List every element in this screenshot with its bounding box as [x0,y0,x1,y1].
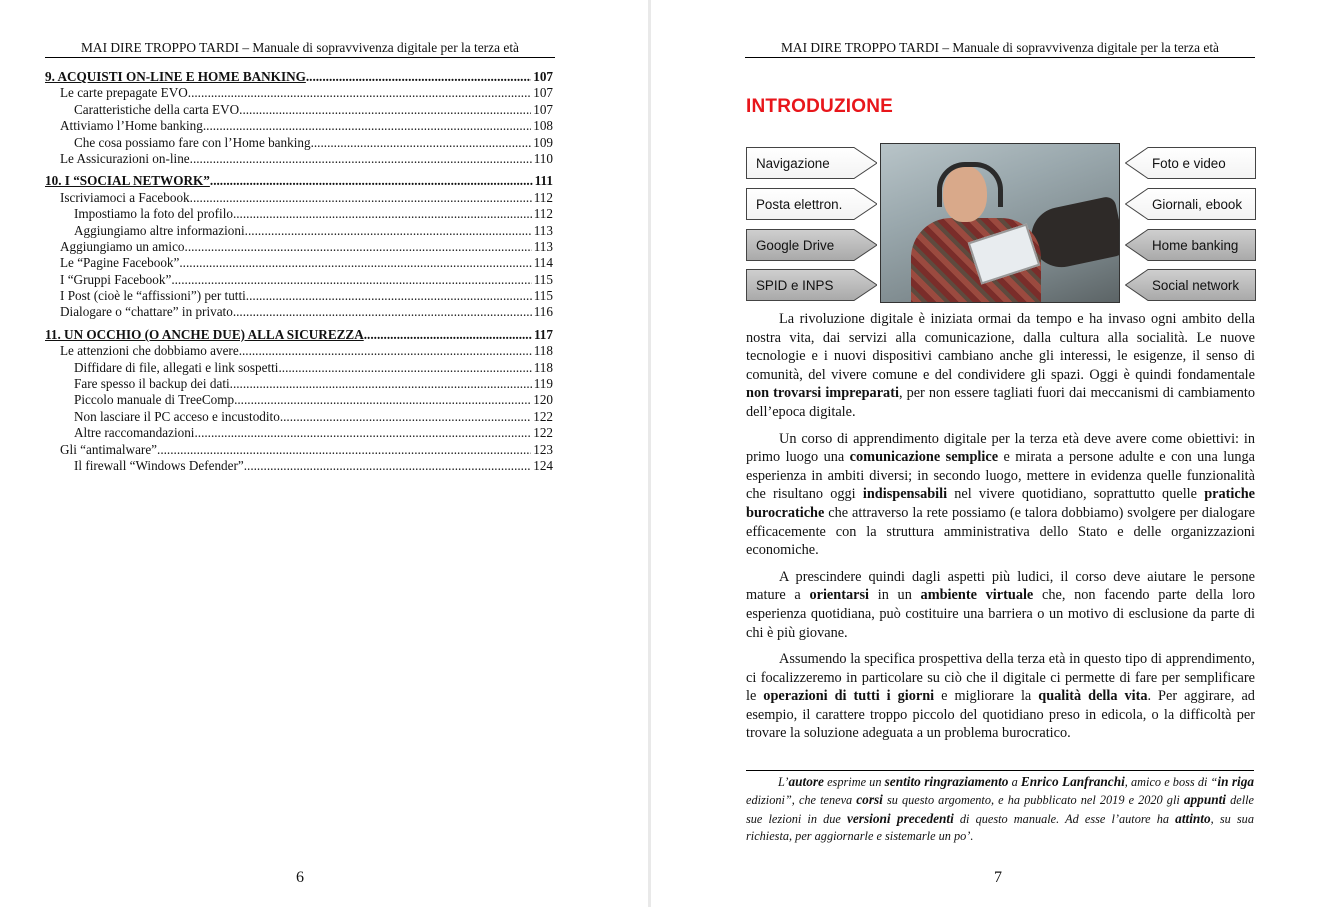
text-run: a [1008,775,1021,789]
emphasis-text: in riga [1217,774,1255,789]
toc-leader-dots [280,409,531,425]
toc-entry-page: 118 [533,359,553,375]
toc-entry[interactable] [45,304,553,320]
toc-leader-dots [239,343,532,359]
emphasis-text: pratiche burocratiche [746,486,1256,521]
emphasis-text: corsi [856,792,883,808]
toc-leader-dots [194,425,531,441]
toc-leader-dots [230,376,532,392]
toc-leader-dots [185,239,532,255]
toc-leader-dots [278,360,531,376]
toc-entry-title: Attiviamo l’Home banking [60,118,203,134]
emphasis-text: appunti [1183,792,1226,808]
toc-leader-dots [157,442,531,458]
toc-chapter-entry[interactable] [45,173,553,189]
toc-entry-page: 109 [533,134,553,150]
toc-entry-title: Le carte prepagate EVO [60,85,188,101]
toc-entry[interactable] [45,272,553,288]
toc-entry[interactable] [45,458,553,474]
body-paragraph [746,650,1255,743]
toc-entry-title: I “Gruppi Facebook” [60,271,172,287]
emphasis-text: orientarsi [809,587,870,604]
toc-entry-page: 107 [533,69,553,84]
emphasis-text: attinto [1175,810,1211,826]
emphasis-text: sentito ringraziamento [884,774,1009,789]
toc-entry[interactable] [45,135,553,151]
digital-services-diagram [746,143,1256,303]
toc-leader-dots [245,223,532,239]
toc-entry-page: 115 [533,271,553,287]
text-run: di questo manuale. Ad esse l’autore ha [953,811,1176,826]
service-label: SPID e INPS [756,277,834,293]
text-run: A prescindere quindi dagli aspetti più ludici, il corso deve aiutare le persone mature a [746,568,1255,604]
page-number: 7 [994,869,1002,886]
text-run: e migliorare la [934,688,1039,705]
body-paragraph [746,568,1255,642]
service-label: Giornali, ebook [1152,196,1243,212]
toc-leader-dots [171,272,531,288]
text-run: nel vivere quotidiano, soprattutto quelle [947,486,1205,503]
toc-leader-dots [190,151,532,167]
emphasis-text: versioni precedenti [846,810,954,826]
right-service-arrow [1125,269,1256,301]
toc-entry-title: Non lasciare il PC acceso e incustodito [74,408,280,424]
toc-entry[interactable] [45,85,553,101]
emphasis-text: Enrico Lanfranchi [1020,774,1125,789]
toc-entry-title: Le “Pagine Facebook” [60,255,180,271]
toc-entry-page: 112 [533,189,553,205]
service-label: Foto e video [1152,155,1226,171]
table-of-contents [45,69,553,474]
toc-entry-title: Altre raccomandazioni [74,425,195,441]
toc-entry[interactable] [45,206,553,222]
body-paragraph [746,430,1255,560]
text-run: in un [869,587,921,604]
text-run: L’ [778,775,789,789]
right-service-arrow [1125,147,1256,179]
left-page [0,0,648,907]
text-run: che attraverso la rete possiamo (e talora dobbiamo) svolgere per dialogare efficacemente con la struttura amministrativa dello Stato e delle organizzazioni economiche. [746,504,1255,559]
toc-entry-page: 118 [533,343,553,359]
toc-entry[interactable] [45,392,553,408]
right-page [651,0,1333,907]
text-run: Un corso di apprendimento digitale per la terza età deve avere come obiettivi: in primo luogo una [746,430,1255,466]
toc-entry-title: Iscriviamoci a Facebook [60,189,190,205]
toc-entry-page: 120 [533,392,553,408]
toc-entry-page: 122 [533,408,553,424]
running-header: MAI DIRE TROPPO TARDI – Manuale di sopravvivenza digitale per la terza età [45,40,555,58]
toc-entry-page: 111 [534,173,553,189]
right-service-arrow [1125,188,1256,220]
toc-leader-dots [244,458,531,474]
service-label: Google Drive [756,237,835,253]
right-service-arrow [1125,229,1256,261]
toc-entry-title: Caratteristiche della carta EVO [74,101,240,117]
toc-entry-page: 116 [533,304,553,320]
toc-entry-title: 9. ACQUISTI ON-LINE E HOME BANKING [45,69,306,84]
toc-leader-dots [210,173,533,189]
text-run: , su sua richiesta, per aggiornarle e sistemarle un po’. [746,811,1254,844]
toc-leader-dots [190,190,532,206]
toc-entry-page: 123 [533,441,553,457]
service-label: Navigazione [756,155,830,171]
service-label: Posta elettron. [756,196,843,212]
toc-entry[interactable] [45,102,553,118]
text-run: su questo argomento, e ha pubblicato nel 2019 e 2020 gli [882,793,1184,808]
toc-entry-title: I Post (cioè le “affissioni”) per tutti [60,288,246,304]
toc-entry[interactable] [45,425,553,441]
toc-entry-page: 115 [533,288,553,304]
text-run: , amico e boss di “ [1124,775,1218,789]
left-service-arrow [746,188,877,220]
toc-leader-dots [364,327,532,343]
toc-entry[interactable] [45,190,553,206]
toc-entry[interactable] [45,376,553,392]
text-run: esprime un [823,775,885,789]
toc-entry-title: Gli “antimalware” [60,441,158,457]
toc-entry-page: 124 [533,457,553,473]
emphasis-text: autore [788,774,824,789]
running-header: MAI DIRE TROPPO TARDI – Manuale di sopravvivenza digitale per la terza età [745,40,1255,58]
toc-entry-title: Piccolo manuale di TreeComp [74,392,235,408]
toc-entry-title: 11. UN OCCHIO (O ANCHE DUE) ALLA SICUREZZA [45,326,364,342]
elderly-man-with-tablet-photo [880,143,1120,303]
service-label: Home banking [1152,237,1239,253]
toc-entry-page: 114 [533,255,553,271]
left-service-arrow [746,229,877,261]
toc-entry-title: Che cosa possiamo fare con l’Home banking [74,134,311,150]
toc-entry-title: 10. I “SOCIAL NETWORK” [45,173,210,189]
toc-entry-title: Aggiungiamo altre informazioni [74,222,245,238]
text-run: delle sue lezioni in due [746,793,1254,826]
toc-entry-page: 122 [533,425,553,441]
toc-entry-title: Il firewall “Windows Defender” [74,457,244,473]
emphasis-text: non trovarsi impreparati [746,385,899,402]
toc-entry[interactable] [45,442,553,458]
toc-entry-page: 107 [533,101,553,117]
toc-chapter-entry[interactable] [45,69,553,85]
text-run: Assumendo la specifica prospettiva della terza età in questo tipo di apprendimento, ci focalizzeremo in particolare su ciò che il digitale ci permette di fare per semplificare le [746,651,1255,705]
toc-leader-dots [233,206,532,222]
emphasis-text: operazioni di tutti i giorni [763,688,935,705]
toc-leader-dots [246,288,532,304]
service-label: Social network [1152,277,1240,293]
toc-entry-page: 108 [533,118,553,134]
toc-entry[interactable] [45,239,553,255]
left-service-arrow [746,269,877,301]
toc-leader-dots [311,135,532,151]
left-service-arrow [746,147,877,179]
toc-leader-dots [233,304,532,320]
acknowledgement-footnote [746,770,1254,846]
toc-leader-dots [239,102,531,118]
text-run: edizioni”, che teneva [746,793,857,808]
emphasis-text: ambiente virtuale [920,587,1034,604]
toc-entry[interactable] [45,409,553,425]
emphasis-text: qualità della vita [1038,688,1148,705]
toc-entry-title: Aggiungiamo un amico [60,238,185,254]
toc-entry-page: 112 [533,206,553,222]
toc-entry-page: 119 [533,376,553,392]
toc-entry[interactable] [45,255,553,271]
toc-entry[interactable] [45,343,553,359]
toc-leader-dots [234,392,531,408]
text-run: che, non facendo parte della loro esperienza quotidiana, può costituire una barriera o un motivo di esclusione da parte di chi è più giovane. [746,587,1255,641]
page-number: 6 [296,869,304,886]
toc-entry-page: 117 [533,326,553,342]
chapter-title: INTRODUZIONE [746,96,894,117]
introduction-body [746,310,1255,751]
toc-entry-title: Fare spesso il backup dei dati [74,376,230,392]
toc-entry-title: Le Assicurazioni on-line [60,150,190,166]
toc-entry-title: Le attenzioni che dobbiamo avere [60,343,239,359]
toc-entry[interactable] [45,223,553,239]
text-run: . Per aggirare, ad esempio, il carattere troppo piccolo del quotidiano preso in edicola, o la difficoltà per trovare la soluzione adeguata a un problema burocratico. [746,688,1255,742]
toc-entry-title: Dialogare o “chattare” in privato [60,304,233,320]
toc-entry[interactable] [45,118,553,134]
text-run: e mirata a persone adulte e con una lunga esperienza in ambiti diversi; in secondo luogo, mettere in evidenza quelle funzionalità che risultano oggi [746,449,1255,503]
toc-leader-dots [179,255,531,271]
toc-entry-page: 110 [533,150,553,166]
toc-entry[interactable] [45,288,553,304]
toc-leader-dots [306,69,531,85]
toc-entry-title: Diffidare di file, allegati e link sospetti [74,359,279,375]
toc-entry[interactable] [45,151,553,167]
toc-entry-page: 107 [533,85,553,101]
toc-entry[interactable] [45,360,553,376]
emphasis-text: comunicazione semplice [849,449,999,466]
toc-entry-page: 113 [533,222,553,238]
text-run: , per non essere tagliati fuori dai meccanismi di cambiamento dell’epoca digitale. [746,385,1255,420]
toc-entry-title: Impostiamo la foto del profilo [74,206,233,222]
toc-entry-page: 113 [533,238,553,254]
text-run: La rivoluzione digitale è iniziata ormai da tempo e ha invaso ogni ambito della nostra vita, dai servizi alla comunicazione, dalla cultura alla socialità. Le nuove tecnologie e i nuovi dispositivi cambiano anche gli interessi, le esigenze, il senso di comunità, del vivere comune e del condividere gli spazi. Oggi è quindi fondamentale [746,311,1255,383]
body-paragraph [746,310,1255,422]
toc-leader-dots [203,118,531,134]
emphasis-text: indispensabili [862,486,948,503]
toc-chapter-entry[interactable] [45,327,553,343]
toc-leader-dots [188,85,531,101]
